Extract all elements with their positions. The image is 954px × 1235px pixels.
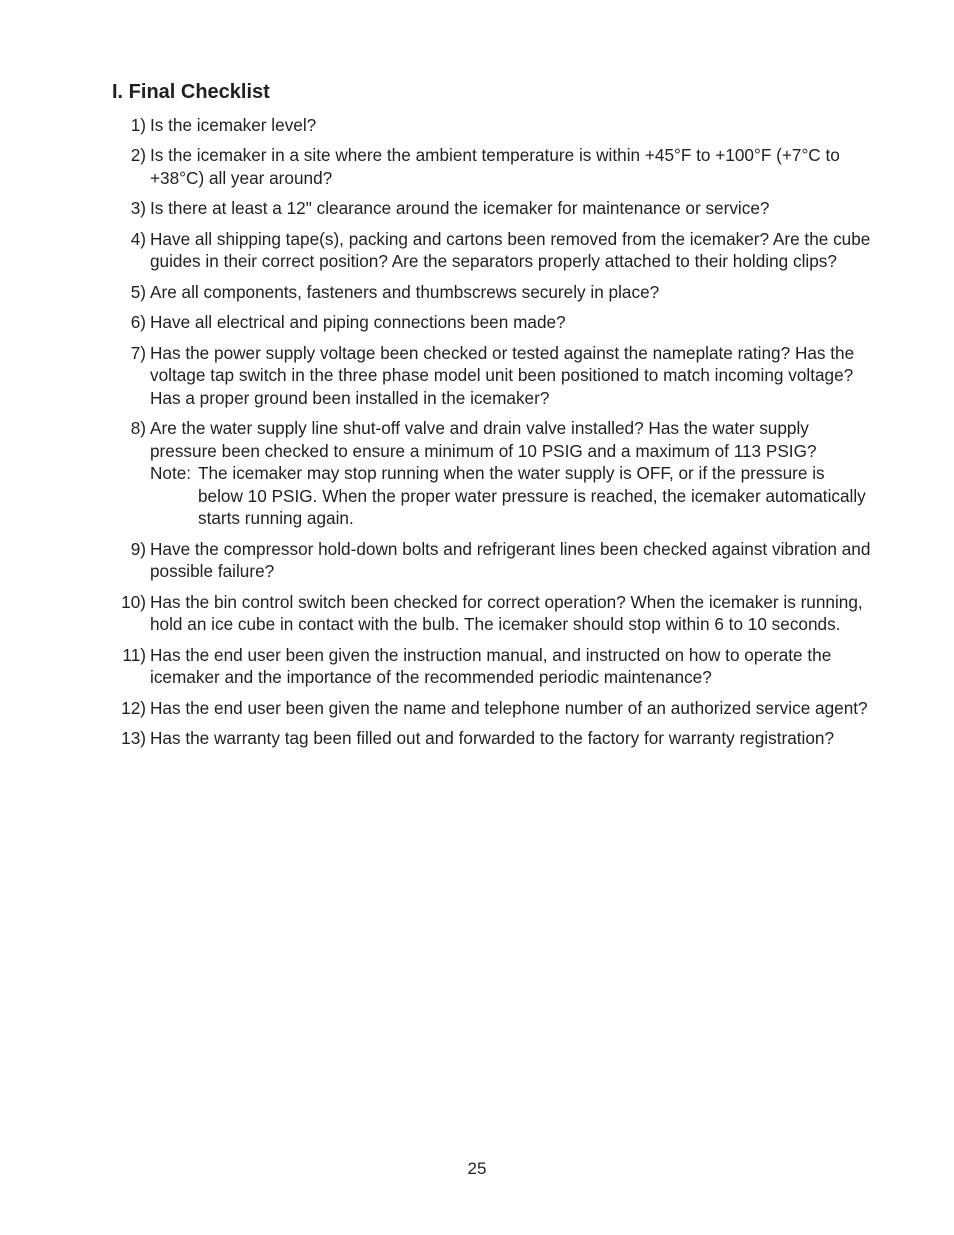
item-text: Is the icemaker level? [150,115,317,135]
item-text: Is the icemaker in a site where the ambient temperature is within +45°F to +100°F (+7°C to +38°C) all year around? [150,145,840,188]
checklist-item-6 [112,311,872,334]
item-number: 6) [130,312,146,333]
item-number: 10) [121,591,146,612]
item-text: Have all shipping tape(s), packing and cartons been removed from the icemaker? Are the cube guides in their correct position? Are the separators properly attached to their holding clips? [150,228,871,272]
checklist-item-8 [112,417,872,530]
checklist-item-13 [112,727,872,750]
item-text: Has the end user been given the instruction manual, and instructed on how to operate the icemaker and the importance of the recommended periodic maintenance? [150,644,832,688]
item-text: Have all electrical and piping connections been made? [150,312,566,333]
item-number: 3) [130,198,146,219]
checklist-item-4 [112,228,872,273]
item-text: Are all components, fasteners and thumbscrews securely in place? [150,281,660,302]
item-number: 7) [130,342,146,363]
item-text: Has the bin control switch been checked for correct operation? When the icemaker is running, hold an ice cube in contact with the bulb. The icemaker should stop within 6 to 10 seconds. [150,591,863,635]
checklist-item-7 [112,342,872,410]
item-body [146,417,872,530]
page-number: 25 [467,1159,487,1178]
item-number: 5) [130,281,146,302]
section-heading: I. Final Checklist [112,81,270,103]
item-text: Have the compressor hold-down bolts and refrigerant lines been checked against vibration and possible failure? [150,538,871,582]
item-number: 12) [121,697,146,718]
item-text: Has the power supply voltage been checked or tested against the nameplate rating? Has the voltage tap switch in the three phase model unit been positioned to match incoming voltage? Has a proper ground been installed in the icemaker? [150,342,855,408]
checklist-item-5 [112,281,872,304]
item-number: 4) [130,228,146,249]
checklist-item-12 [112,697,872,720]
note [150,462,872,530]
item-text: Has the end user been given the name and telephone number of an authorized service agent? [150,697,868,718]
checklist-item-11 [112,644,872,689]
item-number: 13) [121,728,146,749]
checklist-item-1 [112,114,872,137]
note-text: The icemaker may stop running when the water supply is OFF, or if the pressure is below 10 PSIG. When the proper water pressure is reached, the icemaker automatically starts running again. [198,463,866,529]
item-text: Is there at least a 12" clearance around the icemaker for maintenance or service? [150,198,770,219]
note-label: Note: [150,463,192,484]
checklist-item-3 [112,197,872,220]
item-text: Are the water supply line shut-off valve and drain valve installed? Has the water supply pressure been checked to ensure a minimum of 10 PSIG and a maximum of 113 PSIG? [150,418,817,461]
checklist [112,114,872,758]
checklist-item-2 [112,144,872,189]
item-number: 2) [130,145,146,166]
checklist-item-10 [112,591,872,636]
item-text: Has the warranty tag been filled out and forwarded to the factory for warranty registration? [150,728,835,749]
item-number: 1) [130,115,146,135]
checklist-item-9 [112,538,872,583]
item-number: 9) [130,538,146,559]
item-number: 8) [130,418,146,439]
item-number: 11) [122,644,146,665]
